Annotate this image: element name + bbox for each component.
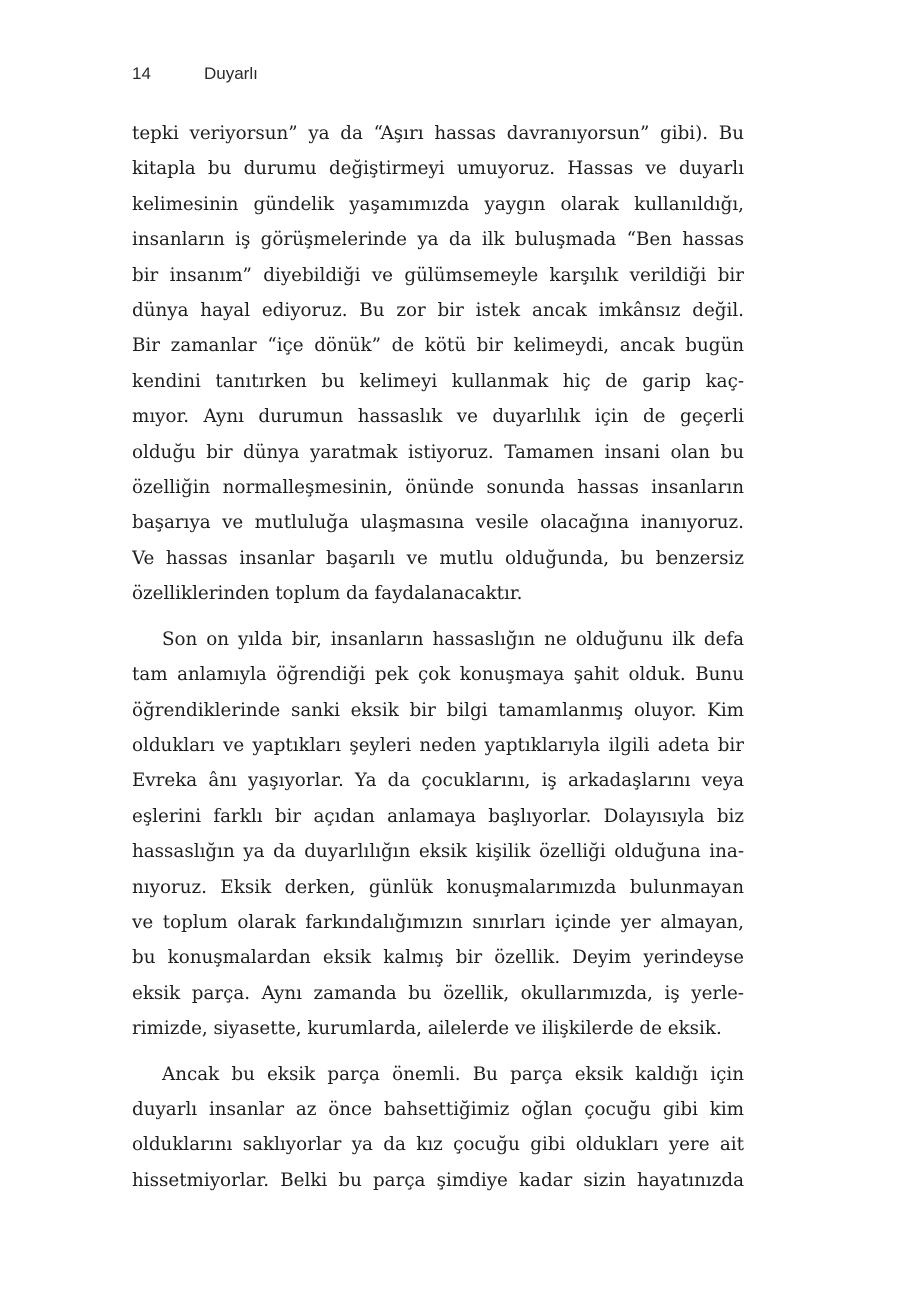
text-line: insanların iş görüşmelerinde ya da ilk buluşmada “Ben hassas (132, 229, 744, 251)
text-line: tam anlamıyla öğrendiği pek çok konuşmaya şahit olduk. Bunu (132, 664, 744, 686)
text-line: dünya hayal ediyoruz. Bu zor bir istek ancak imkânsız değil. (132, 300, 744, 322)
text-line: bir insanım” diyebildiği ve gülümsemeyle karşılık verildiği bir (132, 264, 744, 286)
book-title: Duyarlı (204, 64, 258, 83)
text-line: özelliklerinden toplum da faydalanacaktır. (132, 583, 523, 605)
text-line: kendini tanıtırken bu kelimeyi kullanmak hiç de garip kaç- (132, 370, 744, 392)
text-line: kelimesinin gündelik yaşamımızda yaygın olarak kullanıldığı, (132, 193, 744, 215)
text-line: Evreka ânı yaşıyorlar. Ya da çocuklarını, iş arkadaşlarını veya (132, 770, 744, 792)
text-line: eksik parça. Aynı zamanda bu özellik, okullarımızda, iş yerle- (132, 982, 744, 1004)
body-text (132, 116, 744, 1198)
text-line: oldukları ve yaptıkları şeyleri neden yaptıklarıyla ilgili adeta bir (132, 734, 744, 756)
text-line: hissetmiyorlar. Belki bu parça şimdiye kadar sizin hayatınızda (132, 1169, 744, 1191)
text-line: eşlerini farklı bir açıdan anlamaya başlıyorlar. Dolayısıyla biz (132, 805, 744, 827)
page-number: 14 (132, 64, 151, 83)
text-line: rimizde, siyasette, kurumlarda, ailelerde ve ilişkilerde de eksik. (132, 1018, 722, 1040)
paragraph (132, 116, 744, 612)
text-line: bu konuşmalardan eksik kalmış bir özellik. Deyim yerindeyse (132, 947, 744, 969)
text-line: olduğu bir dünya yaratmak istiyoruz. Tamamen insani olan bu (132, 441, 744, 463)
text-line: öğrendiklerinde sanki eksik bir bilgi tamamlanmış oluyor. Kim (132, 699, 744, 721)
text-line: Ve hassas insanlar başarılı ve mutlu olduğunda, bu benzersiz (132, 547, 744, 569)
text-line: tepki veriyorsun” ya da “Aşırı hassas davranıyorsun” gibi). Bu (132, 123, 744, 144)
running-header (132, 64, 258, 84)
paragraph-gap (132, 1047, 744, 1057)
text-line: nıyoruz. Eksik derken, günlük konuşmalarımızda bulunmayan (132, 876, 744, 898)
text-line: ve toplum olarak farkındalığımızın sınırları içinde yer almayan, (132, 911, 744, 933)
paragraph-gap (132, 612, 744, 622)
paragraph (132, 1057, 744, 1199)
text-line: mıyor. Aynı durumun hassaslık ve duyarlılık için de geçerli (132, 406, 744, 428)
paragraph (132, 622, 744, 1047)
text-line: başarıya ve mutluluğa ulaşmasına vesile olacağına inanıyoruz. (132, 512, 744, 534)
text-line: kitapla bu durumu değiştirmeyi umuyoruz. Hassas ve duyarlı (132, 158, 744, 180)
text-line: özelliğin normalleşmesinin, önünde sonunda hassas insanların (132, 477, 744, 499)
text-line: Bir zamanlar “içe dönük” de kötü bir kelimeydi, ancak bugün (132, 335, 744, 357)
text-line: duyarlı insanlar az önce bahsettiğimiz oğlan çocuğu gibi kim (132, 1098, 744, 1120)
text-line: Ancak bu eksik parça önemli. Bu parça eksik kaldığı için (162, 1063, 744, 1085)
text-line: Son on yılda bir, insanların hassaslığın ne olduğunu ilk defa (162, 628, 744, 650)
text-line: hassaslığın ya da duyarlılığın eksik kişilik özelliği olduğuna ina- (132, 841, 744, 863)
text-line: olduklarını saklıyorlar ya da kız çocuğu gibi oldukları yere ait (132, 1134, 744, 1156)
